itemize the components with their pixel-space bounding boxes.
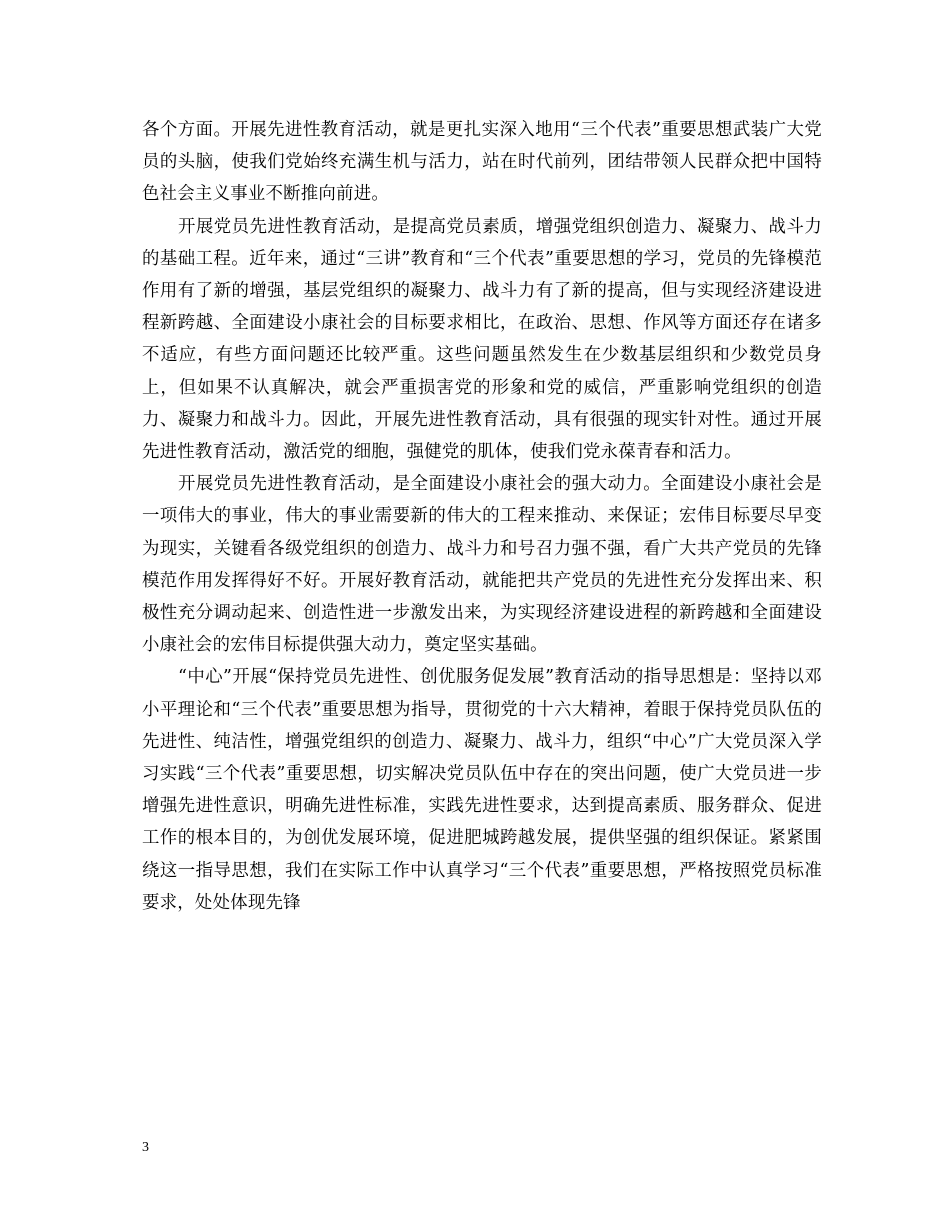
paragraph-4: “中心”开展“保持党员先进性、创优服务促发展”教育活动的指导思想是：坚持以邓小平理论和“三个代表”重要思想为指导，贯彻党的十六大精神，着眼于保持党员队伍的先进性、纯洁性，增强党组织的创造力、凝聚力、战斗力，组织“中心”广大党员深入学习实践“三个代表”重要思想，切实解决党员队伍中存在的突出问题，使广大党员进一步增强先进性意识，明确先进性标准，实践先进性要求，达到提高素质、服务群众、促进工作的根本目的，为创优发展环境，促进肥城跨越发展，提供坚强的组织保证。紧紧围绕这一指导思想，我们在实际工作中认真学习“三个代表”重要思想，严格按照党员标准要求，处处体现先锋 <box>142 667 822 913</box>
paragraph-3: 开展党员先进性教育活动，是全面建设小康社会的强大动力。全面建设小康社会是一项伟大的事业，伟大的事业需要新的伟大的工程来推动、来保证；宏伟目标要尽早变为现实，关键看各级党组织的创造力、战斗力和号召力强不强，看广大共产党员的先锋模范作用发挥得好不好。开展好教育活动，就能把共产党员的先进性充分发挥出来、积极性充分调动起来、创造性进一步激发出来，为实现经济建设进程的新跨越和全面建设小康社会的宏伟目标提供强大动力，奠定坚实基础。 <box>142 474 822 656</box>
page-number: 3 <box>142 1140 149 1155</box>
body-text <box>142 114 822 919</box>
paragraph-2: 开展党员先进性教育活动，是提高党员素质，增强党组织创造力、凝聚力、战斗力的基础工程。近年来，通过“三讲”教育和“三个代表”重要思想的学习，党员的先锋模范作用有了新的增强，基层党组织的凝聚力、战斗力有了新的提高，但与实现经济建设进程新跨越、全面建设小康社会的目标要求相比，在政治、思想、作风等方面还存在诸多不适应，有些方面问题还比较严重。这些问题虽然发生在少数基层组织和少数党员身上，但如果不认真解决，就会严重损害党的形象和党的威信，严重影响党组织的创造力、凝聚力和战斗力。因此，开展先进性教育活动，具有很强的现实针对性。通过开展先进性教育活动，激活党的细胞，强健党的肌体，使我们党永葆青春和活力。 <box>142 216 822 463</box>
paragraph-1: 各个方面。开展先进性教育活动，就是更扎实深入地用“三个代表”重要思想武装广大党员的头脑，使我们党始终充满生机与活力，站在时代前列，团结带领人民群众把中国特色社会主义事业不断推向前进。 <box>142 120 822 205</box>
